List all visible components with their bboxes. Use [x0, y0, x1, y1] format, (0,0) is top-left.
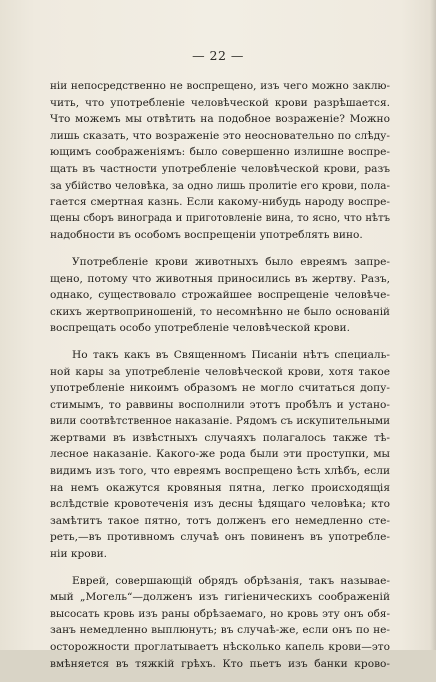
text-line: нiи непосредственно не воспрещено, изъ чего можно заклю-: [50, 80, 390, 92]
text-line: жертвами въ извѣстныхъ случаяхъ полагалось также тѣ-: [50, 431, 390, 444]
text-line: видимъ изъ того, что евреямъ воспрещено ѣсть хлѣбъ, если: [50, 465, 390, 478]
text-line: гается смертная казнь. Если какому-нибудь народу воспре-: [50, 196, 390, 209]
text-line: стимымъ, то раввины восполнили этотъ пробѣлъ и устано-: [50, 398, 390, 411]
text-line: мый „Могель“—долженъ изъ гигiеническихъ соображенiй: [50, 591, 390, 604]
text-line: реть,—въ противномъ случаѣ онъ повиненъ въ употребле-: [50, 531, 390, 544]
text-line: занъ немедленно выплюнуть; въ случаѣ-же, если онъ по не-: [50, 624, 390, 637]
text-line: надобности въ особомъ воспрещенiи употреблять вино.: [50, 229, 363, 242]
paragraph-3: [50, 347, 390, 563]
text-line: щать въ частности употребленiе человѣческой крови, разъ: [50, 162, 390, 175]
text-line: скихъ жертвоприношенiй, то несомнѣнно не было основанiй: [50, 305, 390, 318]
page-edge-shadow: [430, 0, 436, 650]
text-line: щено, потому что животныя приносились въ жертву. Разъ,: [50, 272, 390, 285]
text-line: лишь сказать, что возраженiе это неосновательно по слѣду-: [50, 129, 390, 142]
text-line: ной кары за употребленiе человѣческой крови, хотя такое: [50, 365, 390, 378]
text-line: за убiйство человѣка, за одно лишь пролитiе его крови, пола-: [50, 179, 390, 192]
text-line: осторожности проглатываетъ нѣсколько капель крови—это: [50, 641, 390, 653]
text-line: лесное наказанiе. Какого-же рода были эти проступки, мы: [50, 448, 390, 461]
text-line: употребленiе никоимъ образомъ не могло считаться допу-: [50, 382, 390, 395]
text-line: на немъ окажутся кровяныя пятна, легко происходящiя: [50, 481, 390, 494]
text-line: Употребленiе крови животныхъ было евреямъ запре-: [72, 255, 390, 268]
text-line: вили соотвѣтственное наказанiе. Рядомъ съ искупительными: [50, 415, 390, 428]
paragraph-2: [50, 254, 390, 337]
text-line: Но такъ какъ въ Священномъ Писанiи нѣтъ специаль-: [72, 348, 390, 361]
text-line: Еврей, совершающiй обрядъ обрѣзанiя, такъ называе-: [72, 574, 390, 587]
text-line: вмѣняется въ тяжкiй грѣхъ. Кто пьетъ изъ банки крово-: [50, 657, 390, 670]
text-line: однако, существовало строжайшее воспрещенiе человѣче-: [50, 289, 390, 302]
text-line: щены сборъ винограда и приготовленiе вина, то ясно, что нѣтъ: [50, 212, 390, 224]
text-line: воспрещать особо употребленiе человѣческой крови.: [50, 322, 350, 335]
paragraph-1: [50, 78, 390, 244]
paragraph-4: [50, 573, 390, 673]
text-line: чить, что употребленiе человѣческой крови разрѣшается.: [50, 96, 390, 109]
body-text: [50, 78, 390, 682]
page-number: — 22 —: [192, 48, 244, 63]
text-line: нiи крови.: [50, 548, 108, 561]
text-line: Что можемъ мы отвѣтить на подобное возраженiе? Можно: [50, 113, 390, 126]
text-line: замѣтитъ такое пятно, тотъ долженъ его немедленно сте-: [50, 514, 390, 527]
text-line: вслѣдствiе кровотеченiя изъ десны ѣдящаго человѣка; кто: [50, 498, 390, 511]
text-line: ющимъ соображенiямъ: было совершенно излишне воспре-: [50, 146, 390, 159]
text-line: высосать кровь изъ раны обрѣзаемаго, но кровь эту онъ обя-: [50, 607, 390, 620]
